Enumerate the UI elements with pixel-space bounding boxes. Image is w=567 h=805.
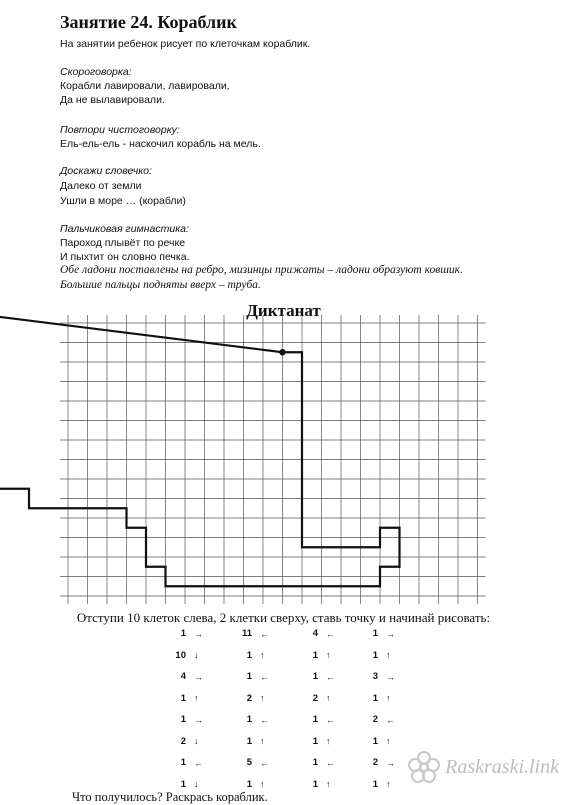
section-italic-line: Большие пальцы подняты вверх – труба. <box>60 279 261 291</box>
arrow-up-icon: ↑ <box>386 779 391 789</box>
dictation-step <box>168 671 203 682</box>
dictation-step <box>234 650 265 661</box>
dictation-step <box>168 693 199 704</box>
dictation-step <box>234 693 265 704</box>
arrow-up-icon: ↑ <box>260 736 265 746</box>
ship-outline <box>0 313 400 586</box>
arrow-up-icon: ↑ <box>326 693 331 703</box>
page-title: Занятие 24. Кораблик <box>60 12 237 32</box>
step-count: 1 <box>180 714 186 725</box>
dictation-step <box>168 628 203 639</box>
dictation-step <box>360 779 391 790</box>
step-count: 1 <box>246 714 252 725</box>
flower-icon <box>407 750 441 784</box>
step-count: 4 <box>180 671 186 682</box>
dictation-step <box>168 757 203 768</box>
arrow-right-icon: → <box>386 757 395 768</box>
step-count: 1 <box>246 778 252 790</box>
arrow-left-icon: ← <box>260 714 269 725</box>
instruction-text: Отступи 10 клеток слева, 2 клетки сверху, ставь точку и начинай рисовать: <box>76 610 491 625</box>
section-line: Далеко от земли <box>60 180 142 192</box>
dictation-step <box>300 671 335 682</box>
grid-lines <box>60 315 486 604</box>
intro-text: На занятии ребенок рисует по клеточкам кораблик. <box>60 38 311 50</box>
step-count: 1 <box>312 778 318 790</box>
step-count: 2 <box>372 757 378 768</box>
step-count: 1 <box>372 649 378 661</box>
section-line: Ушли в море … (корабли) <box>60 195 186 207</box>
arrow-right-icon: → <box>194 671 203 682</box>
arrow-up-icon: ↑ <box>386 693 391 703</box>
step-count: 2 <box>180 735 186 747</box>
dictation-step <box>168 714 203 725</box>
section-line: Ель-ель-ель - наскочил корабль на мель. <box>60 138 261 150</box>
dictation-step <box>300 650 331 661</box>
dictation-step <box>360 736 391 747</box>
dictation-step <box>234 714 269 725</box>
dictation-step <box>360 628 395 639</box>
arrow-left-icon: ← <box>260 671 269 682</box>
arrow-up-icon: ↑ <box>386 650 391 660</box>
step-count: 3 <box>372 671 378 682</box>
arrow-left-icon: ← <box>326 714 335 725</box>
arrow-left-icon: ← <box>260 757 269 768</box>
arrow-left-icon: ← <box>260 628 269 639</box>
step-count: 1 <box>246 649 252 661</box>
arrow-left-icon: ← <box>386 714 395 725</box>
dictation-step <box>300 693 331 704</box>
section-label: Доскажи словечко: <box>60 165 152 177</box>
step-count: 1 <box>372 692 378 704</box>
step-count: 1 <box>180 628 186 639</box>
dictation-step <box>360 650 391 661</box>
watermark-text: Raskraski.link <box>445 755 559 778</box>
dictation-step <box>360 714 395 725</box>
arrow-left-icon: ← <box>326 628 335 639</box>
arrow-right-icon: → <box>194 714 203 725</box>
arrow-right-icon: → <box>194 628 203 639</box>
step-count: 2 <box>246 692 252 704</box>
dictation-step <box>300 628 335 639</box>
section-line: Да не вылавировали. <box>60 94 165 106</box>
step-count: 1 <box>180 757 186 768</box>
dictation-step <box>300 757 335 768</box>
arrow-up-icon: ↑ <box>326 779 331 789</box>
dictation-step <box>360 693 391 704</box>
dictation-step <box>168 779 199 790</box>
step-count: 1 <box>246 671 252 682</box>
step-count: 2 <box>312 692 318 704</box>
arrow-up-icon: ↑ <box>194 693 199 703</box>
arrow-up-icon: ↑ <box>326 736 331 746</box>
dictation-step <box>360 757 395 768</box>
dictation-step <box>168 736 199 747</box>
arrow-down-icon: ↓ <box>194 779 199 789</box>
step-count: 1 <box>180 778 186 790</box>
step-count: 1 <box>180 692 186 704</box>
arrow-down-icon: ↓ <box>194 736 199 746</box>
dictation-step <box>234 757 269 768</box>
step-count: 1 <box>312 649 318 661</box>
step-count: 1 <box>246 735 252 747</box>
section-label: Повтори чистоговорку: <box>60 124 180 136</box>
step-count: 1 <box>312 735 318 747</box>
arrow-left-icon: ← <box>326 757 335 768</box>
section-line: Корабли лавировали, лавировали, <box>60 80 230 92</box>
step-count: 1 <box>372 778 378 790</box>
section-line: И пыхтит он словно печка. <box>60 251 190 263</box>
step-count: 1 <box>372 735 378 747</box>
section-line: Пароход плывёт по речке <box>60 237 186 249</box>
arrow-up-icon: ↑ <box>386 736 391 746</box>
arrow-down-icon: ↓ <box>194 650 199 660</box>
footer-question: Что получилось? Раскрась кораблик. <box>72 790 268 804</box>
arrow-up-icon: ↑ <box>260 693 265 703</box>
dictation-step <box>300 714 335 725</box>
step-count: 5 <box>246 757 252 768</box>
dictation-step <box>360 671 395 682</box>
arrow-left-icon: ← <box>326 671 335 682</box>
arrow-right-icon: → <box>386 628 395 639</box>
dictation-step <box>300 779 331 790</box>
section-label: Скороговорка: <box>60 66 132 78</box>
dictation-step <box>234 779 265 790</box>
arrow-left-icon: ← <box>194 757 203 768</box>
dictation-step <box>234 671 269 682</box>
arrow-up-icon: ↑ <box>260 779 265 789</box>
step-count: 1 <box>312 757 318 768</box>
watermark <box>407 750 559 784</box>
dictation-title: Диктанат <box>246 301 321 320</box>
step-count: 4 <box>312 628 318 639</box>
arrow-up-icon: ↑ <box>260 650 265 660</box>
dictation-step <box>300 736 331 747</box>
step-count: 1 <box>312 671 318 682</box>
dictation-step <box>234 628 269 639</box>
arrow-up-icon: ↑ <box>326 650 331 660</box>
section-label: Пальчиковая гимнастика: <box>60 223 189 235</box>
section-italic-line: Обе ладони поставлены на ребро, мизинцы прижаты – ладони образуют ковшик. <box>60 264 463 276</box>
step-count: 11 <box>241 628 252 639</box>
start-dot <box>279 349 285 355</box>
step-count: 1 <box>372 628 378 639</box>
arrow-right-icon: → <box>386 671 395 682</box>
dictation-step <box>168 650 199 661</box>
step-count: 1 <box>312 714 318 725</box>
step-count: 2 <box>372 714 378 725</box>
dictation-step <box>234 736 265 747</box>
step-count: 10 <box>175 649 186 661</box>
